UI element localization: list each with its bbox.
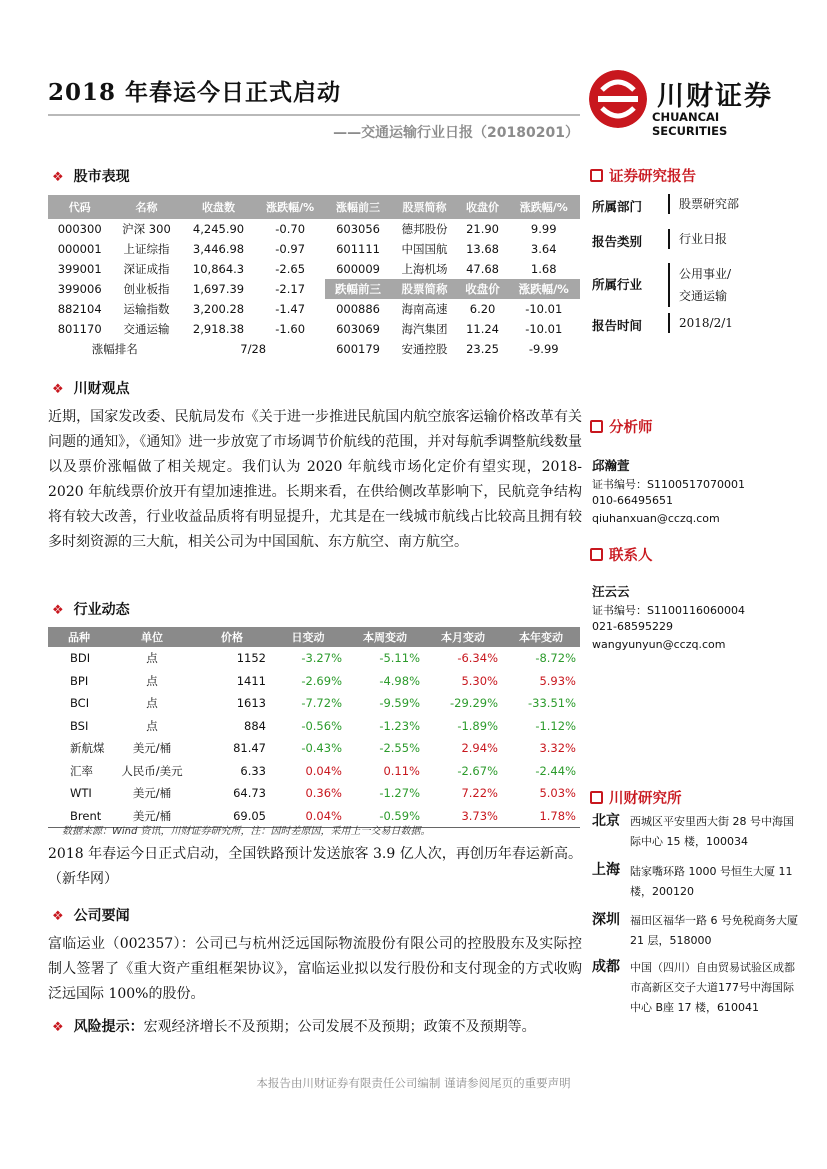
office-city-beijing: 北京 <box>592 813 620 829</box>
risk-text: 宏观经济增长不及预期；公司发展不及预期；政策不及预期等。 <box>143 1019 536 1035</box>
diamond-bullet-icon: ❖ <box>52 909 64 924</box>
square-bullet-icon <box>590 548 603 561</box>
table-row: Brent 美元/桶 69.05 0.04% -0.59% 3.73% 1.78% <box>48 805 580 828</box>
office-addr-beijing: 西城区平安里西大街 28 号中海国际中心 15 楼，100034 <box>630 815 794 848</box>
table-row: WTI 美元/桶 64.73 0.36% -1.27% 7.22% 5.03% <box>70 786 576 801</box>
source-note: 数据来源：Wind 资讯，川财证券研究所，注：因时差原因，采用上一交易日数据。 <box>62 826 431 837</box>
page-title: 2018 年春运今日正式启动 <box>48 79 342 106</box>
diamond-bullet-icon: ❖ <box>52 1020 64 1035</box>
market-table <box>48 195 580 359</box>
contact-name: 汪云云 <box>592 584 630 599</box>
info-value-industry: 公用事业/ 交通运输 <box>668 263 731 307</box>
sidebar-report-heading: 证券研究报告 <box>590 165 696 186</box>
contact-email[interactable]: wangyunyun@cczq.com <box>592 638 726 651</box>
analyst-cert: 证书编号：S1100517070001 <box>592 478 745 491</box>
logo-mark-icon <box>589 70 647 128</box>
square-bullet-icon <box>590 169 603 182</box>
sidebar-institute-heading: 川财研究所 <box>590 787 682 808</box>
diamond-bullet-icon: ❖ <box>52 170 64 185</box>
rank-value: 7/28 <box>240 342 267 356</box>
info-value-date: 2018/2/1 <box>668 313 733 333</box>
office-city-shanghai: 上海 <box>592 862 620 878</box>
industry-table <box>48 627 580 828</box>
section-view-heading: ❖ 川财观点 <box>52 381 130 397</box>
table-row: BSI 点 884 -0.56% -1.23% -1.89% -1.12% <box>70 718 576 733</box>
table-row: 000300 沪深 300 4,245.90 -0.70 603056 德邦股份 21.90 9.99 <box>57 222 557 236</box>
office-addr-chengdu: 中国（四川）自由贸易试验区成都市高新区交子大道177号中海国际中心 B座 17 楼，610041 <box>630 961 795 1014</box>
company-paragraph: 富临运业（002357）：公司已与杭州泛远国际物流股份有限公司的控股股东及实际控制人签署了《重大资产重组框架协议》，富临运业拟以发行股份和支付现金的方式收购泛远国际 100%的股份。 <box>48 936 582 1002</box>
sidebar-analyst-heading: 分析师 <box>590 416 653 437</box>
analyst-phone: 010-66495651 <box>592 494 673 507</box>
page-subtitle: ——交通运输行业日报（20180201） <box>333 125 579 141</box>
sidebar-contact-heading: 联系人 <box>590 544 653 565</box>
risk-line <box>52 1015 586 1040</box>
table-row: 882104 运输指数 3,200.28 -1.47 000886 海南高速 6.20 -10.01 <box>57 302 563 316</box>
market-table-header: 代码 名称 收盘数 涨跌幅/% 涨幅前三 股票简称 收盘价 涨跌幅/% <box>48 195 580 219</box>
info-label-department: 所属部门 <box>592 199 643 214</box>
page-footer: 本报告由川财证券有限责任公司编制 谨请参阅尾页的重要声明 <box>256 1076 571 1090</box>
office-city-chengdu: 成都 <box>592 959 620 975</box>
diamond-bullet-icon: ❖ <box>52 382 64 397</box>
office-addr-shenzhen: 福田区福华一路 6 号免税商务大厦 21 层，518000 <box>630 914 798 947</box>
title-divider <box>48 114 580 116</box>
analyst-email[interactable]: qiuhanxuan@cczq.com <box>592 512 720 525</box>
risk-label: 风险提示： <box>73 1019 144 1035</box>
industry-paragraph: 2018 年春运今日正式启动，全国铁路预计发送旅客 3.9 亿人次，再创历年春运新高。（新华网） <box>48 846 582 887</box>
table-row: BPI 点 1411 -2.69% -4.98% 5.30% 5.93% <box>70 673 576 688</box>
section-industry-heading: ❖ 行业动态 <box>52 602 130 618</box>
diamond-bullet-icon: ❖ <box>52 603 64 618</box>
square-bullet-icon <box>590 791 603 804</box>
logo-text-en: CHUANCAI SECURITIES <box>652 110 728 138</box>
table-row: 新航煤 美元/桶 81.47 -0.43% -2.55% 2.94% 3.32% <box>70 741 576 756</box>
table-row: 399001 深证成指 10,864.3 -2.65 600009 上海机场 47.68 1.68 <box>57 262 557 276</box>
analyst-name: 邱瀚萱 <box>592 458 630 473</box>
view-paragraph: 近期，国家发改委、民航局发布《关于进一步推进民航国内航空旅客运输价格改革有关问题的通知》，《通知》进一步放宽了市场调节价航线的范围，并对每航季调整航线数量以及票价涨幅做了相关规定。我们认为 2020 年航线市场化定价有望实现，2018-2020 年航线票价放开有望加速推进。长期来看，在供给侧改革影响下，民航竞争结构将有较大改善，行业收益品质将有明显提升，尤其是在一线城市航线占比较高且拥有较多时刻资源的三大航，相关公司为中国国航、东方航空、南方航空。 <box>48 409 582 550</box>
logo-text-cn: 川财证券 <box>657 81 773 112</box>
table-row: 000001 上证综指 3,446.98 -0.97 601111 中国国航 13.68 3.64 <box>57 242 557 256</box>
section-company-heading: ❖ 公司要闻 <box>52 908 130 924</box>
table-row: BDI 点 1152 -3.27% -5.11% -6.34% -8.72% <box>70 651 576 666</box>
table-row: 399006 创业板指 1,697.39 -2.17 跌幅前三 股票简称 收盘价 涨跌幅/% <box>48 279 580 299</box>
table-row: 801170 交通运输 2,918.38 -1.60 603069 海汽集团 11.24 -10.01 <box>57 322 563 336</box>
table-row: 汇率 人民币/美元 6.33 0.04% 0.11% -2.67% -2.44% <box>70 763 576 778</box>
office-addr-shanghai: 陆家嘴环路 1000 号恒生大厦 11 楼，200120 <box>630 865 793 898</box>
info-label-date: 报告时间 <box>592 318 643 333</box>
company-logo <box>589 70 789 138</box>
industry-table-header: 品种 单位 价格 日变动 本周变动 本月变动 本年变动 <box>48 627 580 647</box>
info-value-type: 行业日报 <box>668 229 727 249</box>
square-bullet-icon <box>590 420 603 433</box>
table-row: BCI 点 1613 -7.72% -9.59% -29.29% -33.51% <box>70 696 576 711</box>
info-label-type: 报告类别 <box>592 234 643 249</box>
info-label-industry: 所属行业 <box>592 277 643 292</box>
info-value-department: 股票研究部 <box>668 194 739 214</box>
table-row: 涨幅排名 7/28 600179 安通控股 23.25 -9.99 <box>48 339 580 359</box>
contact-phone: 021-68595229 <box>592 620 673 633</box>
section-market-heading: ❖ 股市表现 <box>52 169 130 185</box>
rank-label: 涨幅排名 <box>91 342 138 356</box>
contact-cert: 证书编号：S1100116060004 <box>592 604 745 617</box>
office-city-shenzhen: 深圳 <box>592 912 620 928</box>
